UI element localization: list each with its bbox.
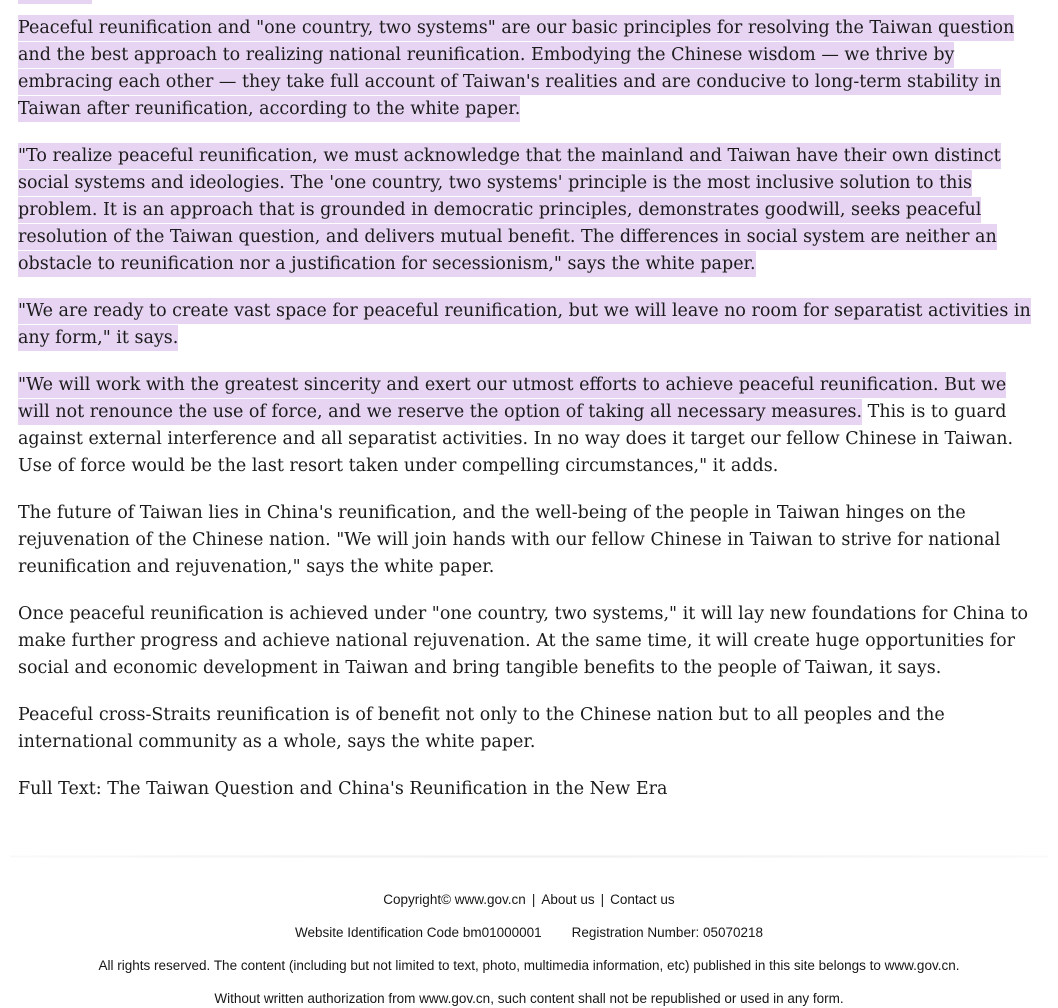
contact-us-link[interactable]: Contact us <box>610 892 675 907</box>
footer-line-rights: All rights reserved. The content (including but not limited to text, photo, multimedia information, etc) published in this site belongs to www.gov.cn. <box>98 958 960 973</box>
highlighted-text: "We are ready to create vast space for peaceful reunification, but we will leave no room for separatist activities in any form," it says. <box>18 298 1031 351</box>
footer-text-block <box>0 858 1058 1006</box>
plain-text: Once peaceful reunification is achieved under "one country, two systems," it will lay new foundations for China to make further progress and achieve national rejuvenation. At the same time, it will create huge opportunities for social and economic development in Taiwan and bring tangible benefits to the people of Taiwan, it says. <box>18 604 1029 678</box>
article-paragraph <box>18 372 1040 480</box>
plain-text: Full Text: The Taiwan Question and China's Reunification in the New Era <box>18 779 668 799</box>
plain-text: Peaceful cross-Straits reunification is of benefit not only to the Chinese nation but to all peoples and the international community as a whole, says the white paper. <box>18 705 945 752</box>
article-paragraph <box>18 702 1040 756</box>
clipped-highlight-fragment <box>18 0 92 4</box>
about-us-link[interactable]: About us <box>541 892 595 907</box>
highlighted-text: "To realize peaceful reunification, we must acknowledge that the mainland and Taiwan have their own distinct social systems and ideologies. The 'one country, two systems' principle is the most inclusive solution to this problem. It is an approach that is grounded in democratic principles, demonstrates goodwill, seeks peaceful resolution of the Taiwan question, and delivers mutual benefit. The differences in social system are neither an obstacle to reunification nor a justification for secessionism," says the white paper. <box>18 143 1001 277</box>
plain-text: The future of Taiwan lies in China's reunification, and the well-being of the people in Taiwan hinges on the rejuvenation of the Chinese nation. "We will join hands with our fellow Chinese in Taiwan to strive for national reunification and rejuvenation," says the white paper. <box>18 503 1001 577</box>
footer-separator: | <box>600 892 605 907</box>
website-identification-code: Website Identification Code bm01000001 <box>294 925 542 940</box>
footer-line-identification <box>0 925 1058 940</box>
article-paragraph <box>18 298 1040 352</box>
article-paragraph <box>18 776 1040 803</box>
registration-number: Registration Number: 05070218 <box>571 925 764 940</box>
article-paragraph <box>18 143 1040 278</box>
copyright-text: Copyright© www.gov.cn <box>383 892 526 907</box>
footer-separator: | <box>531 892 536 907</box>
highlighted-text: "We will work with the greatest sincerity and exert our utmost efforts to achieve peaceful reunification. But we will not renounce the use of force, and we reserve the option of taking all necessary measures. <box>18 372 1006 425</box>
article-paragraph <box>18 500 1040 581</box>
page-footer <box>0 855 1058 1006</box>
highlighted-text: Peaceful reunification and "one country, two systems" are our basic principles for resolving the Taiwan question and the best approach to realizing national reunification. Embodying the Chinese wisdom — we thrive by embracing each other — they take full account of Taiwan's realities and are conducive to long-term stability in Taiwan after reunification, according to the white paper. <box>18 15 1014 122</box>
article-paragraph <box>18 601 1040 682</box>
footer-line-authorization: Without written authorization from www.gov.cn, such content shall not be republished or used in any form. <box>214 991 844 1006</box>
footer-line-copyright <box>0 892 1058 907</box>
plain-text: This is to guard against external interference and all separatist activities. In no way does it target our fellow Chinese in Taiwan. Use of force would be the last resort taken under compelling circumstances," it adds. <box>18 402 1014 476</box>
article-paragraph <box>18 15 1040 123</box>
